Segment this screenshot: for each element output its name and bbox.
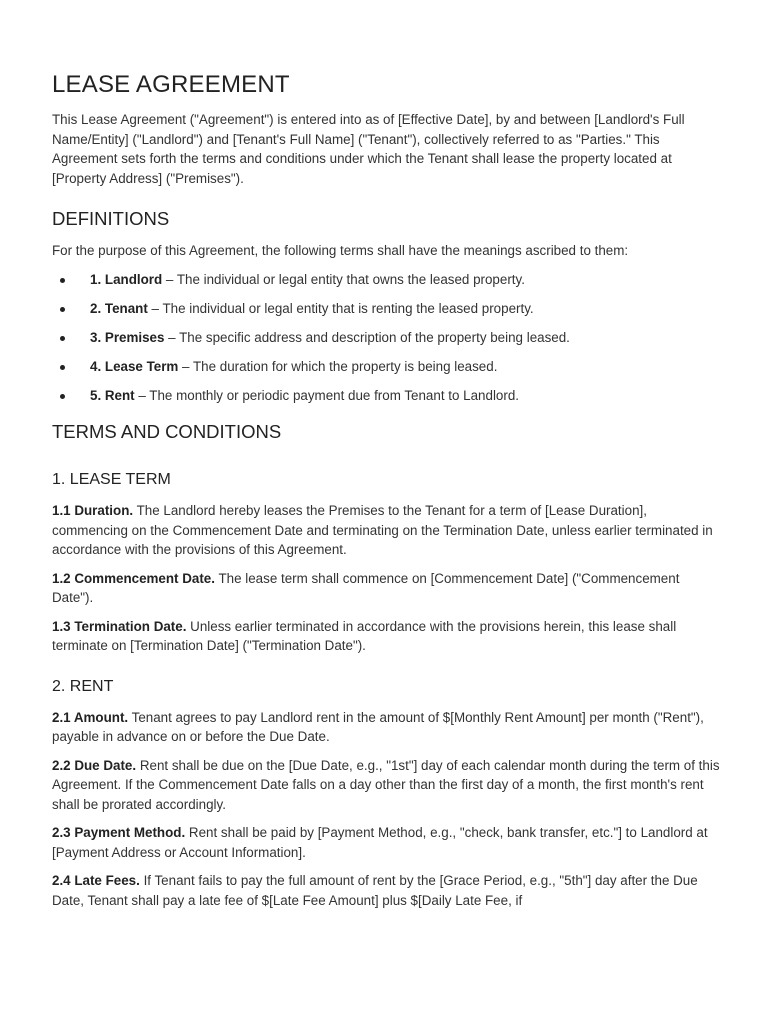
clause-text: Rent shall be due on the [Due Date, e.g., "1st"] day of each calendar month during the term of this Agreement. If the Commencement Date falls on a day other than the first day of a month, the first month's rent shall be prorated accordingly. [52,757,720,812]
definitions-list [52,270,724,406]
definition-term: 5. Rent [90,387,135,403]
clause-text: Rent shall be paid by [Payment Method, e.g., "check, bank transfer, etc."] to Landlord at [Payment Address or Account Information]. [52,825,708,860]
definition-item-tenant [52,299,724,319]
bullet-icon [60,365,65,370]
definition-item-lease-term [52,357,724,377]
clause-text: The Landlord hereby leases the Premises to the Tenant for a term of [Lease Duration], commencing on the Commencement Date and terminating on the Termination Date, unless earlier terminated in accordance with the provisions of this Agreement. [52,503,713,557]
bullet-icon [60,336,65,341]
lease-term-heading: 1. LEASE TERM [52,471,171,488]
definition-term: 1. Landlord [90,271,163,287]
definition-term: 3. Premises [90,329,165,345]
definition-item-premises [52,328,724,348]
intro-paragraph: This Lease Agreement ("Agreement") is entered into as of [Effective Date], by and between [Landlord's Full Name/Entity] ("Landlord") and [Tenant's Full Name] ("Tenant"), collectively referred to as "Parties." This Agreement sets forth the terms and conditions under which the Tenant shall lease the property located at [Property Address] ("Premises"). [52,112,685,186]
bullet-icon [60,307,65,312]
clause-label: 2.1 Amount. [52,709,129,725]
definition-term: 2. Tenant [90,300,148,316]
terms-heading: TERMS AND CONDITIONS [52,421,282,442]
clause-label: 1.2 Commencement Date. [52,570,215,586]
document-title: LEASE AGREEMENT [52,71,290,98]
clause-text: The lease term shall commence on [Commencement Date] ("Commencement Date"). [52,570,680,605]
definition-term: 4. Lease Term [90,358,179,374]
bullet-icon [60,278,65,283]
clause-commencement-date [52,569,724,608]
clause-label: 2.3 Payment Method. [52,825,186,840]
definition-text: – The monthly or periodic payment due from Tenant to Landlord. [134,387,519,403]
clause-text: Unless earlier terminated in accordance with the provisions herein, this lease shall terminate on [Termination Date] ("Termination Date"). [52,618,677,653]
definition-text: – The individual or legal entity that owns the leased property. [162,271,525,287]
clause-label: 2.2 Due Date. [52,757,137,773]
clause-duration [52,501,724,560]
clause-label: 1.3 Termination Date. [52,618,187,634]
clause-termination-date [52,617,724,656]
definitions-heading: DEFINITIONS [52,208,170,229]
bullet-icon [60,394,65,399]
definition-text: – The specific address and description of the property being leased. [164,329,570,345]
definitions-lead: For the purpose of this Agreement, the following terms shall have the meanings ascribed to them: [52,243,629,258]
clause-late-fees [52,871,724,910]
clause-amount [52,708,724,747]
definition-item-rent [52,386,724,406]
clause-text: If Tenant fails to pay the full amount of rent by the [Grace Period, e.g., "5th"] day after the Due Date, Tenant shall pay a late fee of $[Late Fee Amount] plus $[Daily Late Fee, if [52,873,698,908]
clause-payment-method [52,823,724,862]
rent-heading: 2. RENT [52,677,114,695]
document-page [52,70,724,910]
definition-text: – The duration for which the property is being leased. [178,358,498,374]
clause-due-date [52,756,724,815]
definition-item-landlord [52,270,724,290]
definition-text: – The individual or legal entity that is renting the leased property. [147,300,534,316]
clause-label: 2.4 Late Fees. [52,873,140,888]
clause-text: Tenant agrees to pay Landlord rent in the amount of $[Monthly Rent Amount] per month ("Rent"), payable in advance on or before the Due Date. [52,709,704,744]
clause-label: 1.1 Duration. [52,503,134,518]
